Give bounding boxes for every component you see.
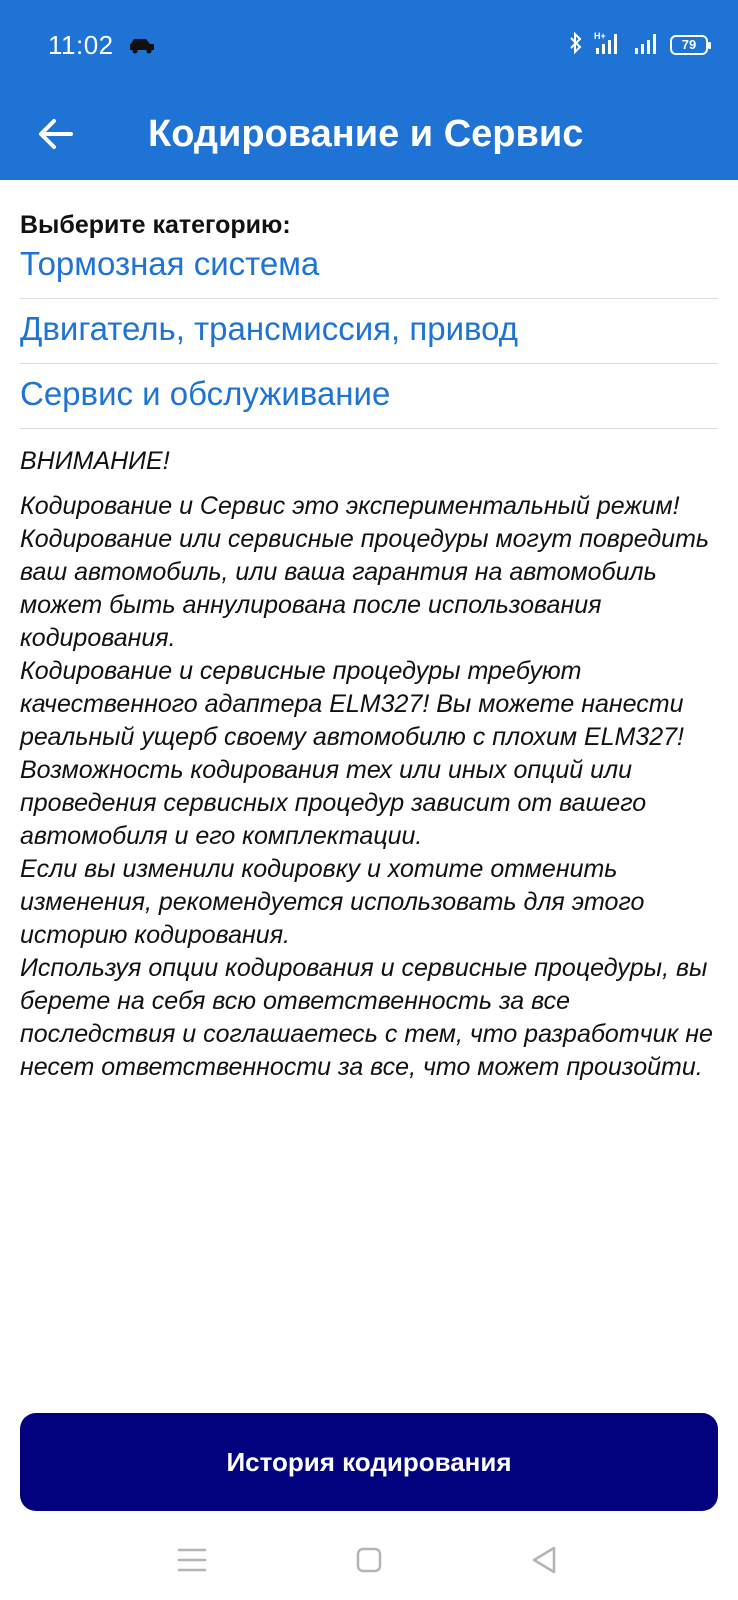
system-nav-bar <box>0 1520 738 1600</box>
car-icon <box>128 36 156 54</box>
battery-icon: 79 <box>670 35 708 55</box>
signal-icon <box>634 30 660 61</box>
signal-hplus-icon <box>594 30 624 61</box>
main-content <box>20 180 718 1084</box>
menu-nav-button[interactable] <box>172 1540 212 1580</box>
status-bar <box>0 0 738 90</box>
home-nav-button[interactable] <box>349 1540 389 1580</box>
warning-line: Кодирование и Сервис это экспериментальный режим! <box>20 492 680 520</box>
warning-text <box>20 490 718 1084</box>
warning-line: Возможность кодирования тех или иных опций или проведения сервисных процедур зависит от вашего автомобиля и его комплектации. <box>20 756 647 850</box>
warning-line: Если вы изменили кодировку и хотите отменить изменения, рекомендуется использовать для этого историю кодирования. <box>20 855 645 949</box>
warning-line: Кодирование или сервисные процедуры могут повредить ваш автомобиль, или ваша гарантия на автомобиль может быть аннулирована после использования кодирования. <box>20 525 710 652</box>
back-nav-button[interactable] <box>524 1540 564 1580</box>
warning-line: Кодирование и сервисные процедуры требуют качественного адаптера ELM327! Вы можете нанести реальный ущерб своему автомобилю с плохим ELM327! <box>20 657 685 751</box>
page-title: Кодирование и Сервис <box>148 113 584 155</box>
coding-history-button[interactable]: История кодирования <box>20 1413 718 1511</box>
bluetooth-icon <box>568 31 584 60</box>
category-engine-transmission[interactable]: Двигатель, трансмиссия, привод <box>20 299 718 364</box>
menu-icon <box>177 1547 207 1573</box>
category-brakes[interactable]: Тормозная система <box>20 244 718 299</box>
status-time: 11:02 <box>48 30 114 60</box>
app-bar <box>0 90 738 180</box>
warning-line: Используя опции кодирования и сервисные процедуры, вы берете на себя всю ответственность за все последствия и соглашаетесь с тем, что разработчик не несет ответственности за все, что может произойти. <box>20 954 713 1081</box>
back-triangle-icon <box>530 1545 558 1575</box>
category-service-maintenance[interactable]: Сервис и обслуживание <box>20 364 718 429</box>
category-heading: Выберите категорию: <box>20 211 291 239</box>
warning-title: ВНИМАНИЕ! <box>20 447 170 475</box>
back-button[interactable] <box>30 108 82 160</box>
category-list <box>20 244 718 429</box>
home-square-icon <box>355 1546 383 1574</box>
arrow-left-icon <box>38 118 74 150</box>
status-icons <box>568 30 708 60</box>
svg-text:H+: H+ <box>594 30 606 41</box>
